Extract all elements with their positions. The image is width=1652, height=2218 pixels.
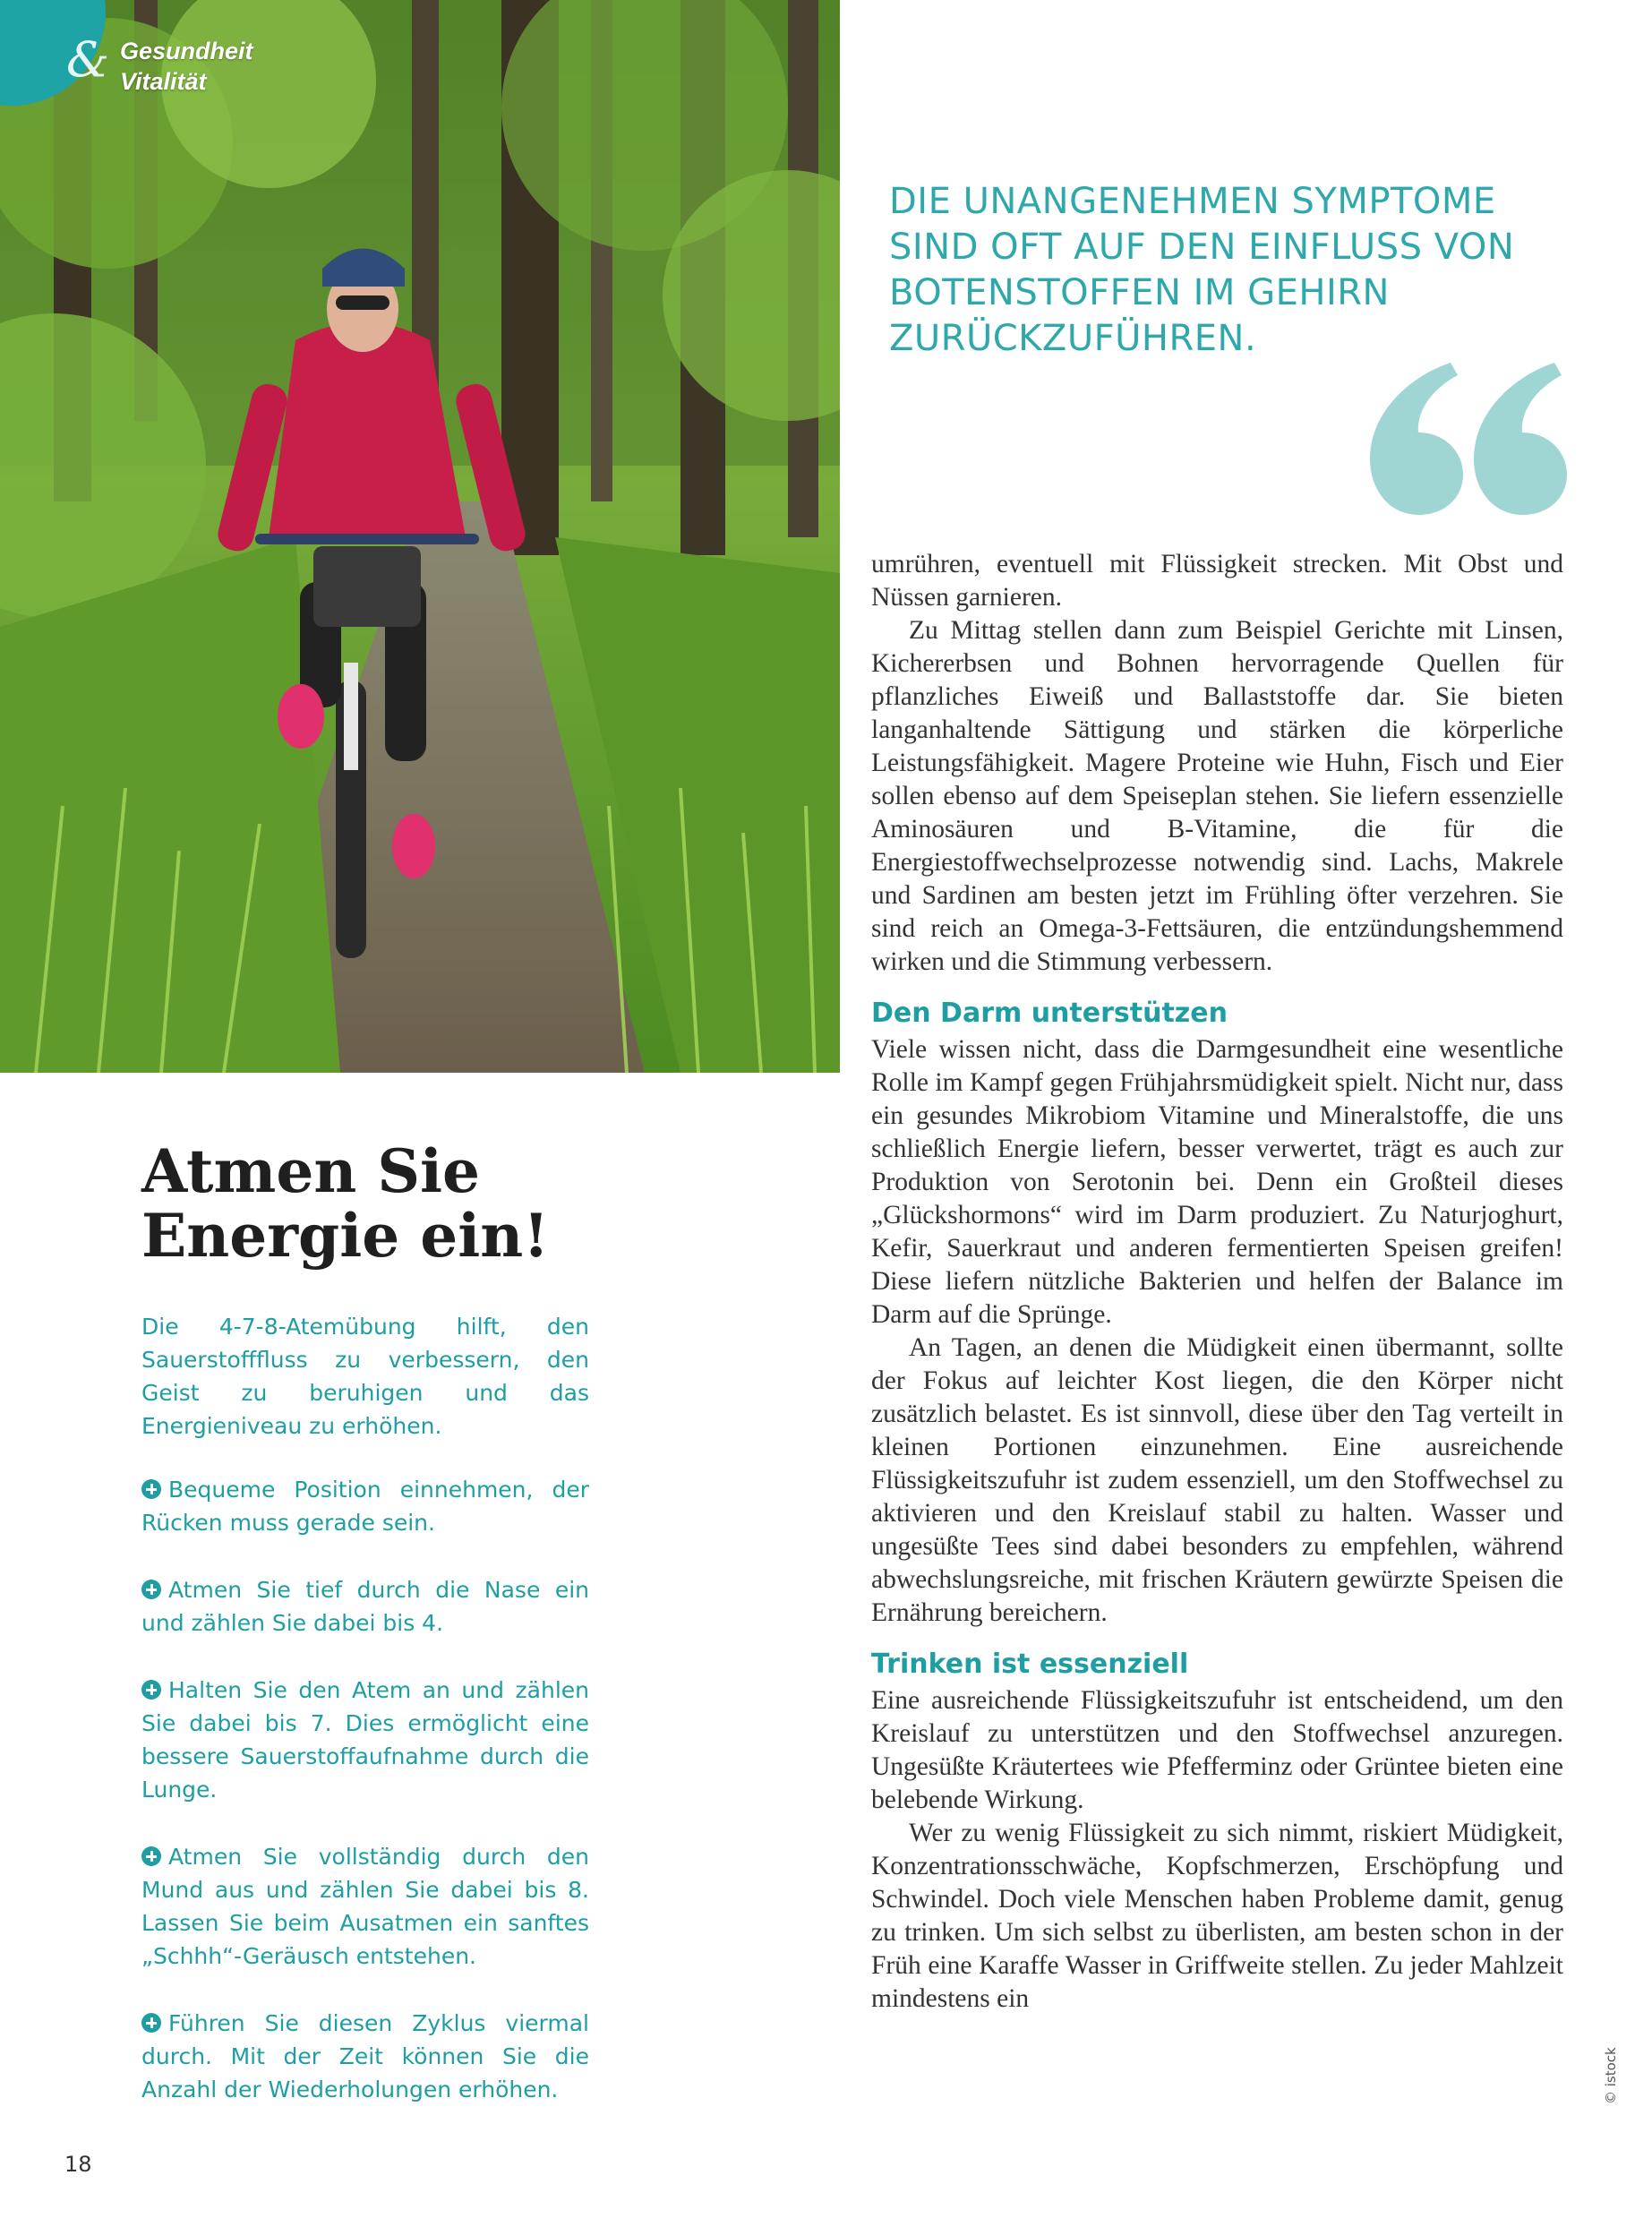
step-text: Halten Sie den Atem an und zählen Sie dabei bis 7. Dies ermöglicht eine bessere Sauerstoffaufnahme durch die Lunge.	[141, 1677, 589, 1803]
plus-circle-icon	[141, 1846, 161, 1866]
step-text: Atmen Sie tief durch die Nase ein und zählen Sie dabei bis 4.	[141, 1577, 589, 1636]
article-paragraph: Wer zu wenig Flüssigkeit zu sich nimmt, riskiert Müdigkeit, Konzentrationsschwäche, Kopfschmerzen, Erschöpfung und Schwindel. Doch viele Menschen haben Probleme damit, genug zu trinken. Um sich selbst zu überlisten, am besten schon in der Früh eine Karaffe Wasser in Griffweite stellen. Zu jeder Mahlzeit mindestens ein	[871, 1819, 1563, 2013]
article-paragraph: Viele wissen nicht, dass die Darmgesundheit eine wesentliche Rolle im Kampf gegen Frühjahrsmüdigkeit spielt. Nicht nur, dass ein gesundes Mikrobiom Vitamine und Mineralstoffe, die uns schließlich Energie liefern, besser verwertet, trägt es auch zur Produktion von Serotonin bei. Denn ein Großteil dieses „Glückshormons“ wird im Darm produziert. Zu Naturjoghurt, Kefir, Sauerkraut und anderen fermentierten Speisen greifen! Diese liefern nützliche Bakterien und helfen der Balance im Darm auf die Sprünge.	[871, 1035, 1563, 1329]
section-heading-gut: Den Darm unterstützen	[871, 998, 1228, 1029]
quote-mark-icon	[1370, 363, 1567, 515]
box-title: Atmen Sie Energie ein!	[141, 1136, 550, 1271]
article-column	[871, 548, 1563, 2016]
pull-quote: DIE UNANGENEHMEN SYMPTOME SIND OFT AUF DEN EINFLUSS VON BOTENSTOFFEN IM GEHIRN ZURÜCKZUFÜHREN.	[889, 181, 1515, 359]
list-item	[141, 1840, 589, 1973]
article-paragraph: umrühren, eventuell mit Flüssigkeit strecken. Mit Obst und Nüssen garnieren.	[871, 550, 1563, 612]
section-label-vitality: Vitalität	[120, 68, 207, 95]
box-intro: Die 4-7-8-Atemübung hilft, den Sauerstofffluss zu verbessern, den Geist zu beruhigen und das Energieniveau zu erhöhen.	[141, 1314, 589, 1439]
step-text: Führen Sie diesen Zyklus viermal durch. Mit der Zeit können Sie die Anzahl der Wiederholungen erhöhen.	[141, 2010, 589, 2102]
article-paragraph: Zu Mittag stellen dann zum Beispiel Gerichte mit Linsen, Kichererbsen und Bohnen hervorragende Quellen für pflanzliches Eiweiß und Ballaststoffe dar. Sie bieten langanhaltende Sättigung und stärken die körperliche Leistungsfähigkeit. Magere Proteine wie Huhn, Fisch und Eier sollen ebenso auf dem Speiseplan stehen. Sie liefern essenzielle Aminosäuren und B-Vitamine, die für die Energiestoffwechselprozesse notwendig sind. Lachs, Makrele und Sardinen am besten jetzt im Frühling öfter verzehren. Sie sind reich an Omega-3-Fettsäuren, die entzündungshemmend wirken und die Stimmung verbessern.	[871, 616, 1563, 976]
step-text: Bequeme Position einnehmen, der Rücken muss gerade sein.	[141, 1477, 589, 1536]
plus-circle-icon	[141, 1680, 161, 1700]
list-item	[141, 1473, 589, 1539]
list-item	[141, 1573, 589, 1640]
plus-circle-icon	[141, 1580, 161, 1599]
page-number: 18	[64, 2152, 92, 2177]
list-item	[141, 1674, 589, 1806]
ampersand-glyph: &	[66, 31, 110, 88]
section-tag	[0, 0, 253, 106]
cyclist-photo	[0, 0, 840, 1073]
section-heading-drinking: Trinken ist essenziell	[871, 1649, 1189, 1680]
photo-credit: © istock	[1603, 2047, 1619, 2104]
section-label-health: Gesundheit	[120, 38, 253, 64]
list-item	[141, 2007, 589, 2106]
step-text: Atmen Sie vollständig durch den Mund aus und zählen Sie dabei bis 8. Lassen Sie beim Ausatmen ein sanftes „Schhh“-Geräusch entstehen.	[141, 1844, 589, 1969]
plus-circle-icon	[141, 1479, 161, 1499]
article-paragraph: Eine ausreichende Flüssigkeitszufuhr ist entscheidend, um den Kreislauf zu unterstützen und den Stoffwechsel anzuregen. Ungesüßte Kräutertees wie Pfefferminz oder Grüntee bieten eine belebende Wirkung.	[871, 1686, 1563, 1814]
article-paragraph: An Tagen, an denen die Müdigkeit einen übermannt, sollte der Fokus auf leichter Kost liegen, die den Körper nicht zusätzlich belastet. Es ist sinnvoll, diese über den Tag verteilt in kleinen Portionen einzunehmen. Eine ausreichende Flüssigkeitszufuhr ist zudem essenziell, um den Stoffwechsel zu aktivieren und den Kreislauf stabil zu halten. Wasser und ungesüßte Tees sind dabei besonders zu empfehlen, während abwechslungsreiche, mit frischen Kräutern gewürzte Speisen die Ernährung bereichern.	[871, 1333, 1563, 1627]
breathing-steps-list	[141, 1473, 589, 2140]
plus-circle-icon	[141, 2013, 161, 2033]
